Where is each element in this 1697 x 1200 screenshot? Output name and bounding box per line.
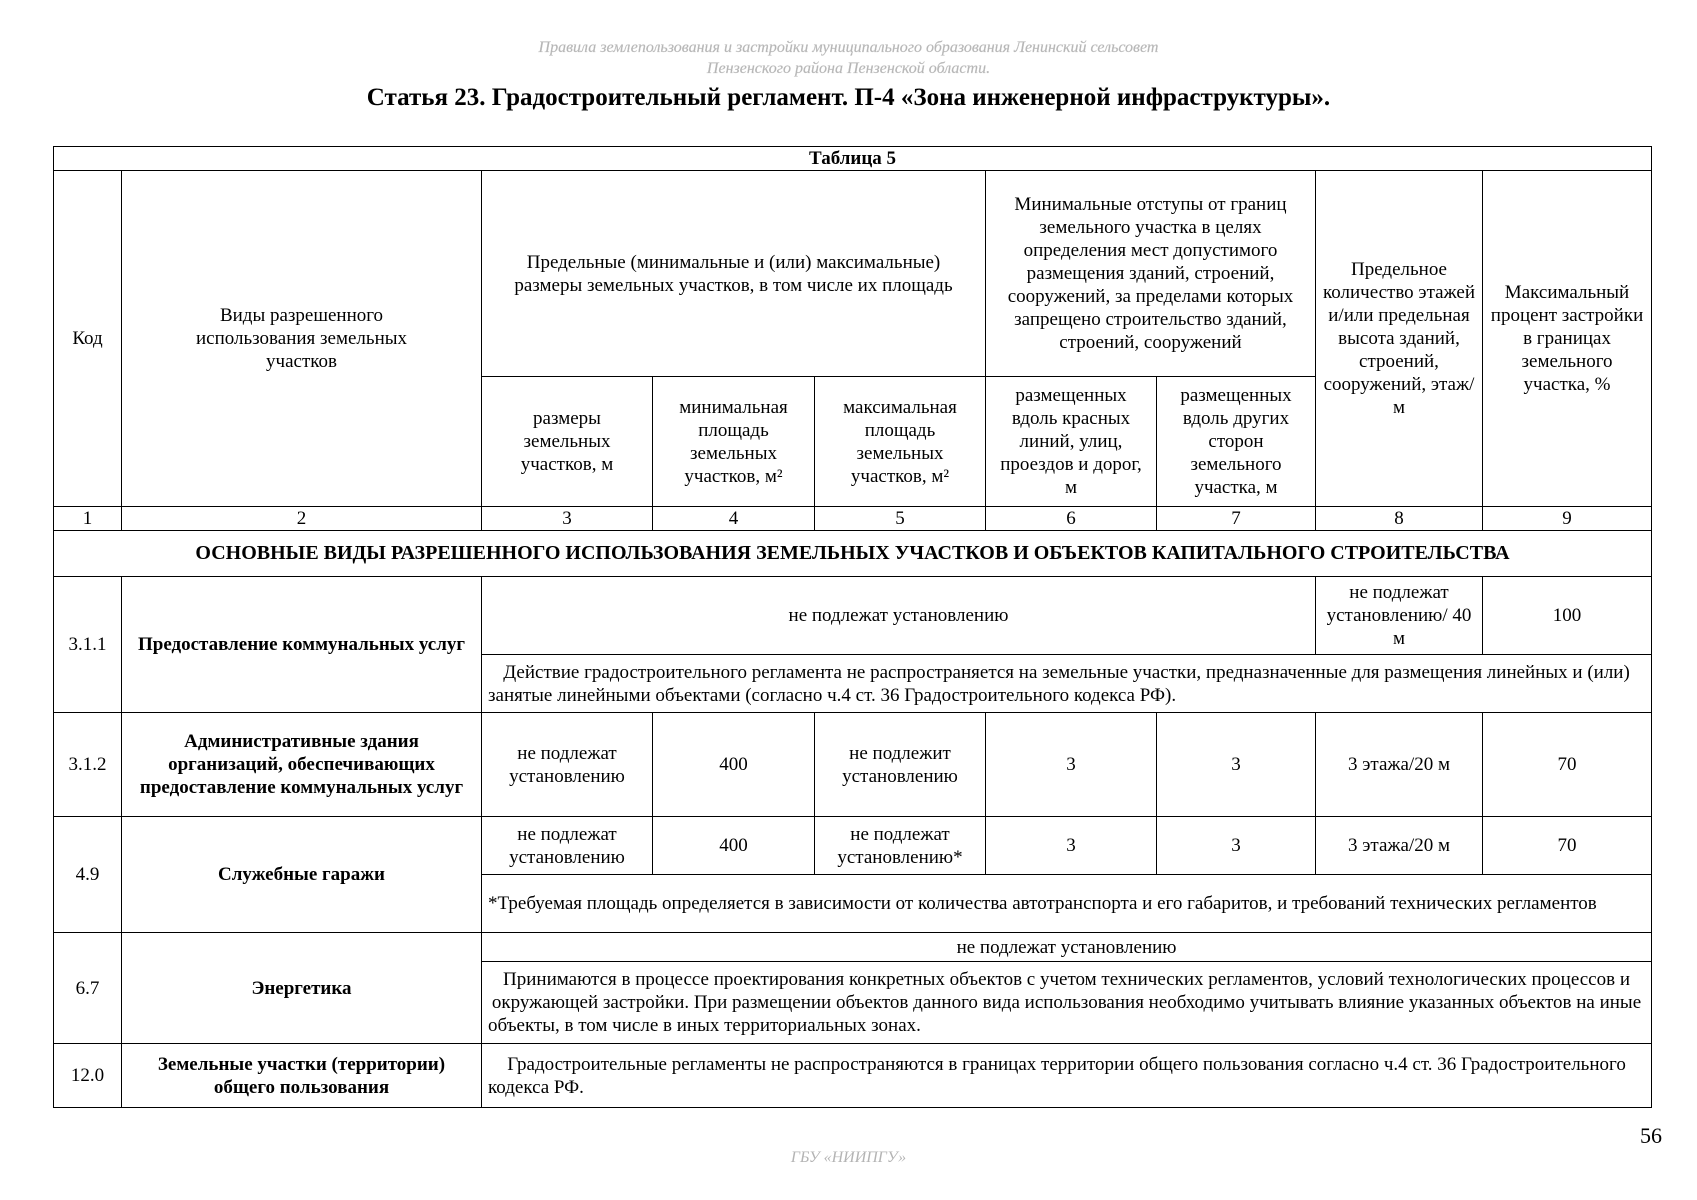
row-sizes: не подлежат установлению (482, 713, 653, 817)
column-number: 1 (54, 507, 122, 531)
header-sub-max-area: максимальная площадь земельных участков, м² (815, 377, 986, 507)
row-note: Градостроительные регламенты не распространяются в границах территории общего пользования согласно ч.4 ст. 36 Градостроительного кодекса РФ. (482, 1044, 1652, 1108)
row-other-sides: 3 (1157, 713, 1316, 817)
row-code: 3.1.1 (54, 577, 122, 713)
header-sub-red-lines: размещенных вдоль красных линий, улиц, проездов и дорог, м (986, 377, 1157, 507)
column-number: 9 (1483, 507, 1652, 531)
row-sizes: не подлежат установлению (482, 817, 653, 875)
table-caption: Таблица 5 (54, 147, 1652, 171)
row-code: 4.9 (54, 817, 122, 933)
row-kind: Предоставление коммунальных услуг (122, 577, 482, 713)
row-floors: не подлежат установлению/ 40 м (1316, 577, 1483, 655)
page-title: Статья 23. Градостроительный регламент. П-4 «Зона инженерной инфраструктуры». (366, 84, 1331, 111)
row-code: 6.7 (54, 933, 122, 1044)
header-code: Код (54, 171, 122, 507)
row-max-area: не подлежат установлению* (815, 817, 986, 875)
header-sub-sizes: размеры земельных участков, м (482, 377, 653, 507)
row-min-area: 400 (653, 817, 815, 875)
row-kind: Земельные участки (территории) общего пользования (122, 1044, 482, 1108)
row-kind: Служебные гаражи (122, 817, 482, 933)
header-sub-min-area: минимальная площадь земельных участков, м² (653, 377, 815, 507)
row-red-lines: 3 (986, 713, 1157, 817)
row-min-area: 400 (653, 713, 815, 817)
row-note: Действие градостроительного регламента не распространяется на земельные участки, предназначенные для размещения линейных и (или) занятые линейными объектами (согласно ч.4 ст. 36 Градостроительного кодекса РФ). (482, 655, 1652, 713)
regulation-table (53, 146, 1652, 1108)
running-header-line-2: Пензенского района Пензенской области. (706, 60, 991, 77)
column-number: 3 (482, 507, 653, 531)
row-code: 3.1.2 (54, 713, 122, 817)
row-note: *Требуемая площадь определяется в зависимости от количества автотранспорта и его габаритов, и требований технических регламентов (482, 875, 1652, 933)
column-number: 6 (986, 507, 1157, 531)
column-number: 5 (815, 507, 986, 531)
column-number: 2 (122, 507, 482, 531)
row-coverage: 70 (1483, 713, 1652, 817)
row-max-area: не подлежит установлению (815, 713, 986, 817)
row-red-lines: 3 (986, 817, 1157, 875)
row-code: 12.0 (54, 1044, 122, 1108)
column-number: 4 (653, 507, 815, 531)
header-sub-other-sides: размещенных вдоль других сторон земельного участка, м (1157, 377, 1316, 507)
row-note: Принимаются в процессе проектирования конкретных объектов с учетом технических регламентов, условий технологических процессов и окружающей застройки. При размещении объектов данного вида использования необходимо учитывать влияние указанных объектов на иные объекты, в том числе в иных территориальных зонах. (482, 962, 1652, 1044)
running-footer: ГБУ «НИИПГУ» (790, 1149, 907, 1166)
header-coverage: Максимальный процент застройки в границах земельного участка, % (1483, 171, 1652, 507)
column-number: 8 (1316, 507, 1483, 531)
row-kind: Энергетика (122, 933, 482, 1044)
row-not-established: не подлежат установлению (482, 933, 1652, 962)
row-not-established: не подлежат установлению (482, 577, 1316, 655)
running-header-line-1: Правила землепользования и застройки муниципального образования Ленинский сельсовет (538, 39, 1159, 56)
row-other-sides: 3 (1157, 817, 1316, 875)
header-kind: Виды разрешенного использования земельных участков (122, 171, 482, 507)
row-coverage: 70 (1483, 817, 1652, 875)
header-setbacks-group: Минимальные отступы от границ земельного участка в целях определения мест допустимого размещения зданий, строений, сооружений, за пределами которых запрещено строительство зданий, строений, сооружений (986, 171, 1316, 377)
row-floors: 3 этажа/20 м (1316, 817, 1483, 875)
section-title: ОСНОВНЫЕ ВИДЫ РАЗРЕШЕННОГО ИСПОЛЬЗОВАНИЯ ЗЕМЕЛЬНЫХ УЧАСТКОВ И ОБЪЕКТОВ КАПИТАЛЬНОГО СТРОИТЕЛЬСТВА (54, 531, 1652, 577)
row-floors: 3 этажа/20 м (1316, 713, 1483, 817)
row-kind: Административные здания организаций, обеспечивающих предоставление коммунальных услуг (122, 713, 482, 817)
column-number: 7 (1157, 507, 1316, 531)
header-sizes-group: Предельные (минимальные и (или) максимальные) размеры земельных участков, в том числе их площадь (482, 171, 986, 377)
row-coverage: 100 (1483, 577, 1652, 655)
header-floors: Предельное количество этажей и/или предельная высота зданий, строений, сооружений, этаж/м (1316, 171, 1483, 507)
page-number: 56 (1640, 1123, 1662, 1148)
